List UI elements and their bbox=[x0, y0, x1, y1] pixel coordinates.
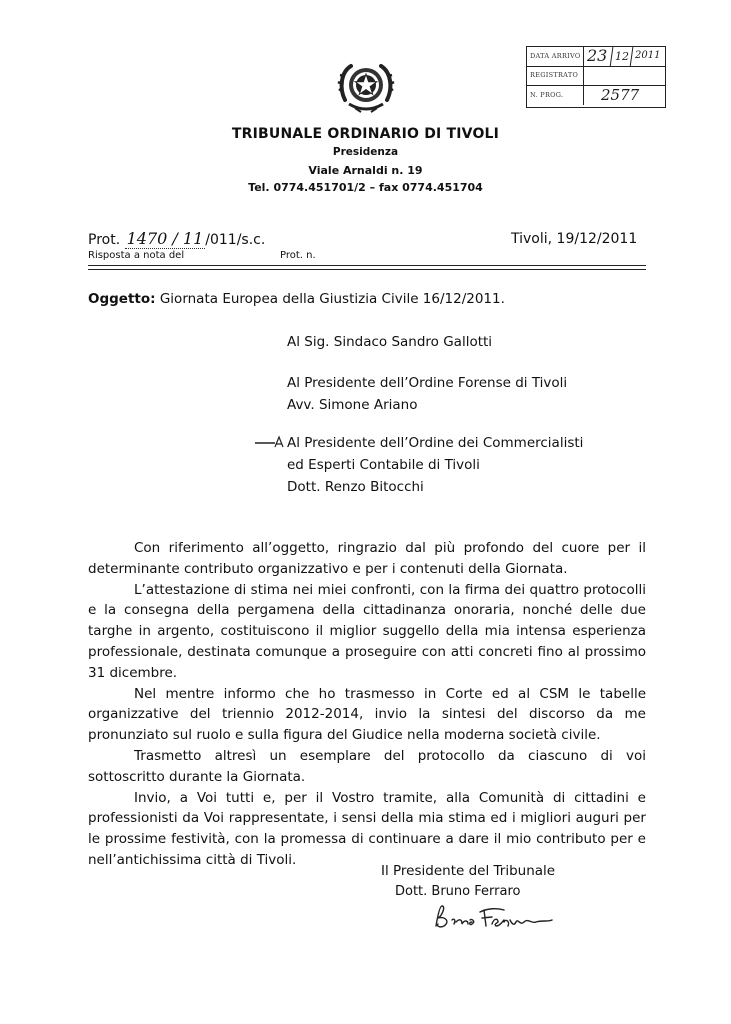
protocol-number bbox=[88, 229, 265, 248]
header-divider bbox=[88, 265, 646, 266]
signature-title: Il Presidente del Tribunale bbox=[381, 863, 556, 879]
protocol-handwritten: 1470 / 11 bbox=[126, 229, 204, 248]
body-paragraph: L’attestazione di stima nei miei confronti, con la firma dei quattro protocolli e la consegna della pergamena della cittadinanza onoraria, nonché delle due targhe in argento, costituiscono il miglior suggello della mia intensa esperienza professionale, destinata comunque a proseguire con atti concreti fino al prossimo 31 dicembre. bbox=[88, 581, 646, 681]
protocol-suffix: /011/s.c. bbox=[205, 232, 266, 248]
office-address: Viale Arnaldi n. 19 bbox=[308, 164, 423, 177]
recipient-bar-line1: Al Presidente dell’Ordine Forense di Tivoli bbox=[287, 375, 568, 391]
stamp-row-date bbox=[527, 47, 665, 67]
recipient-bar-president bbox=[287, 372, 567, 416]
recipient-bar-line2: Avv. Simone Ariano bbox=[287, 397, 418, 413]
stamp-row-number bbox=[527, 86, 665, 105]
header-divider-thin bbox=[88, 269, 646, 270]
stamp-number: 2577 bbox=[601, 86, 640, 104]
recipient-accountants-line1: Al Presidente dell’Ordine dei Commercialisti bbox=[287, 435, 584, 451]
recipient-accountants-president bbox=[287, 432, 583, 498]
letter-body bbox=[88, 538, 646, 871]
body-paragraph: Nel mentre informo che ho trasmesso in Corte ed al CSM le tabelle organizzative del triennio 2012-2014, invio la sintesi del discorso da me pronunziato sul ruolo e sulla figura del Giudice nella moderna società civile. bbox=[88, 685, 646, 744]
handwritten-signature bbox=[432, 900, 556, 934]
court-name: TRIBUNALE ORDINARIO DI TIVOLI bbox=[231, 126, 500, 142]
signature-name: Dott. Bruno Ferraro bbox=[395, 884, 521, 899]
body-paragraph: Trasmetto altresì un esemplare del protocollo da ciascuno di voi sottoscritto durante la Giornata. bbox=[88, 747, 646, 785]
stamp-number-label: N. PROG. bbox=[530, 91, 564, 99]
recipient-accountants-line2: ed Esperti Contabile di Tivoli bbox=[287, 457, 480, 473]
stamp-registered-label: REGISTRATO bbox=[530, 71, 579, 79]
registration-stamp bbox=[526, 46, 666, 108]
stamp-day: 23 bbox=[587, 46, 608, 65]
handwritten-arrow-mark bbox=[253, 435, 285, 449]
place-date: Tivoli, 19/12/2011 bbox=[511, 231, 638, 247]
prot-n-label: Prot. n. bbox=[280, 250, 316, 261]
protocol-prefix: Prot. bbox=[88, 232, 121, 248]
subject-label: Oggetto: bbox=[88, 291, 156, 307]
reply-to-label: Risposta a nota del bbox=[88, 250, 185, 261]
stamp-date-label: DATA ARRIVO bbox=[530, 52, 581, 60]
office-name: Presidenza bbox=[332, 146, 399, 158]
subject-text: Giornata Europea della Giustizia Civile 16/12/2011. bbox=[159, 291, 505, 307]
stamp-month: 12 bbox=[615, 50, 629, 63]
stamp-row-registered bbox=[527, 66, 665, 86]
stamp-year: 2011 bbox=[635, 50, 661, 61]
recipient-mayor: Al Sig. Sindaco Sandro Gallotti bbox=[287, 334, 493, 350]
italian-republic-emblem-icon bbox=[337, 58, 395, 116]
recipient-accountants-line3: Dott. Renzo Bitocchi bbox=[287, 479, 424, 495]
subject-line bbox=[88, 291, 505, 307]
body-paragraph: Invio, a Voi tutti e, per il Vostro tramite, alla Comunità di cittadini e professionisti da Voi rappresentate, i sensi della mia stima ed i migliori auguri per le prossime festività, con la promessa di continuare a dare il mio contributo per e nell’antichissima città di Tivoli. bbox=[88, 789, 646, 868]
body-paragraph: Con riferimento all’oggetto, ringrazio dal più profondo del cuore per il determinante contributo organizzativo e per i contenuti della Giornata. bbox=[88, 540, 646, 577]
office-contacts: Tel. 0774.451701/2 – fax 0774.451704 bbox=[248, 181, 483, 194]
